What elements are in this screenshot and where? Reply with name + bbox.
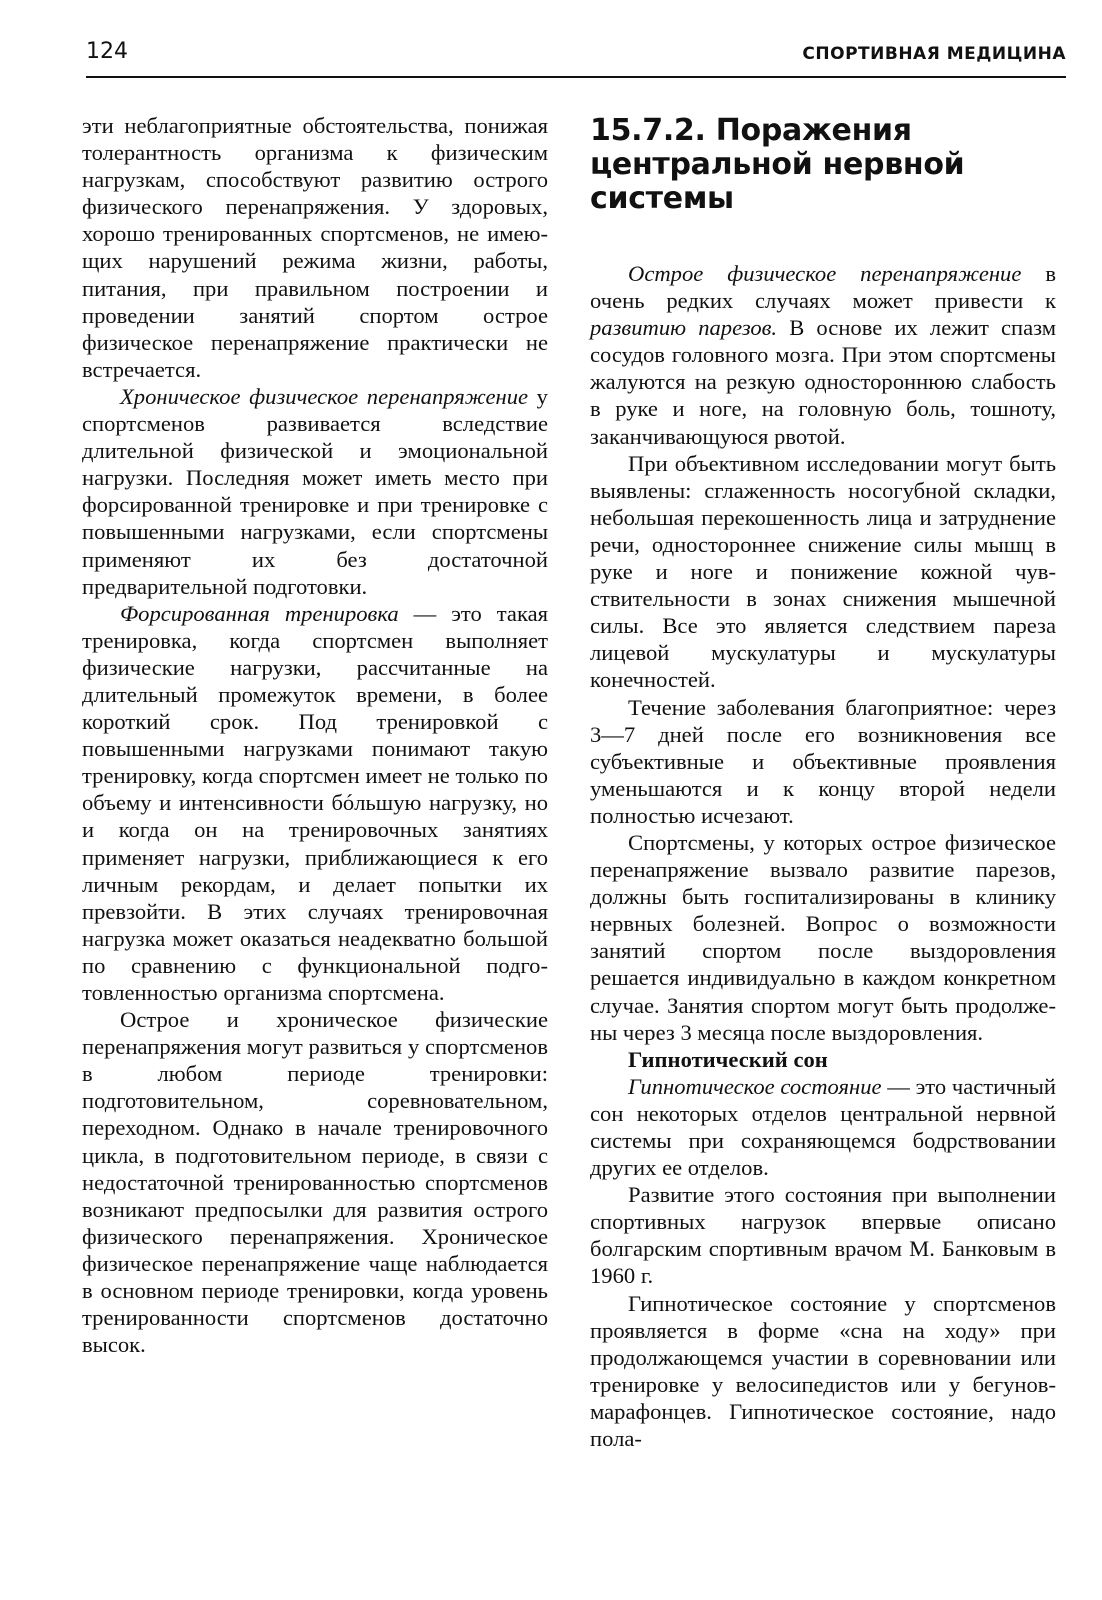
page-header <box>86 36 1066 78</box>
section-heading: 15.7.2. Поражения центральной нервной системы <box>590 113 965 216</box>
paragraph-text: В основе их лежит спазм сосудов головного мозга. При этом спортсмены жалуются на резкую одностороннюю слабость в руке и ноге, на головную боль, тошноту, заканчивающуюся рвотой. <box>590 315 1056 449</box>
right-column <box>590 112 1056 1452</box>
italic-term: Гипнотическое состояние <box>628 1073 882 1099</box>
paragraph <box>590 1073 1056 1181</box>
italic-term: Хроническое физическое перенапряжение <box>120 383 529 409</box>
running-head: СПОРТИВНАЯ МЕДИЦИНА <box>802 44 1066 64</box>
paragraph-text: — это частичный сон некоторых отделов центральной нервной системы при сохраняющемся бодрствовании других ее отделов. <box>590 1073 1056 1181</box>
left-column <box>82 112 548 1358</box>
paragraph-text: в очень редких случаях может привести к <box>590 261 1056 314</box>
paragraph-text: — это такая тренировка, когда спортсмен выполняет физические нагрузки, рассчитанные на длительный промежуток времени, в более короткий срок. Под тренировкой с повышенными нагрузками понимают такую тренировку, когда спортсмен имеет не только по объему и интенсивности бóльшую нагрузку, но и когда он на тренировочных занятиях применяет нагрузки, приближающиеся к его личным рекордам, и делает попытки их превзойти. В этих случаях тренировочная нагрузка может оказаться неадекватно большой по сравнению с функциональной подготовленностью организма спортсмена. <box>82 600 549 1005</box>
italic-term: Острое физическое перенапряжение <box>628 261 1022 286</box>
paragraph-text: у спортсменов развивается вследствие длительной физической и эмоциональной нагрузки. Последняя может иметь место при форсированной тренировке и при тренировке с повышенными нагрузками, если спортсмены применяют их без достаточной предварительной подготовки. <box>82 383 548 599</box>
paragraph <box>82 600 548 1006</box>
subheading: Гипнотический сон <box>628 1046 828 1072</box>
italic-term: развитию парезов. <box>590 315 778 341</box>
page-number: 124 <box>86 39 128 64</box>
paragraph <box>82 383 548 600</box>
paragraph: При объективном исследовании могут быть выявлены: сглаженность носогубной складки, небольшая перекошенность лица и затруднение речи, одностороннее снижение силы мышц в руке и ноге и понижение кожной чувствительности в зонах снижения мышечной силы. Все это является следствием пареза лицевой мускулатуры и мускулатуры конечностей. <box>590 450 1056 693</box>
paragraph: Течение заболевания благоприятное: через 3—7 дней после его возникновения все субъективные и объективные проявления уменьшаются и к концу второй недели полностью исчезают. <box>590 694 1056 828</box>
paragraph: Острое и хроническое физические перенапряжения могут развиться у спортсменов в любом периоде тренировки: подготовительном, соревновательном, переходном. Однако в начале тренировочного цикла, в подготовительном периоде, в связи с недостаточной тренированностью спортсменов возникают предпосылки для развития острого физического перенапряжения. Хроническое физическое перенапряжение чаще наблюдается в основном периоде тренировки, когда уровень тренированности спортсменов достаточно высок. <box>82 1007 548 1358</box>
paragraph: Развитие этого состояния при выполнении спортивных нагрузок впервые описано болгарским спортивным врачом М. Банковым в 1960 г. <box>590 1182 1056 1289</box>
paragraph: Гипнотическое состояние у спортсменов проявляется в форме «сна на ходу» при продолжающемся участии в соревновании или тренировке у велосипедистов или у бегунов-марафонцев. Гипнотическое состояние, надо пола- <box>590 1290 1056 1452</box>
paragraph: эти неблагоприятные обстоятельства, понижая толерантность организма к физическим нагрузкам, способствуют развитию острого физического перенапряжения. У здоровых, хорошо тренированных спортсменов, не имеющих нарушений режима жизни, работы, питания, при правильном построении и проведении занятий спортом острое физическое перенапряжение практически не встречается. <box>82 113 548 382</box>
paragraph: Спортсмены, у которых острое физическое перенапряжение вызвало развитие парезов, должны быть госпитализированы в клинику нервных болезней. Вопрос о возможности занятий спортом после выздоровления решается индивидуально в каждом конкретном случае. Занятия спортом могут быть продолжены через 3 месяца после выздоровления. <box>590 829 1056 1045</box>
paragraph <box>590 260 1056 450</box>
italic-term: Форсированная тренировка <box>120 600 399 626</box>
